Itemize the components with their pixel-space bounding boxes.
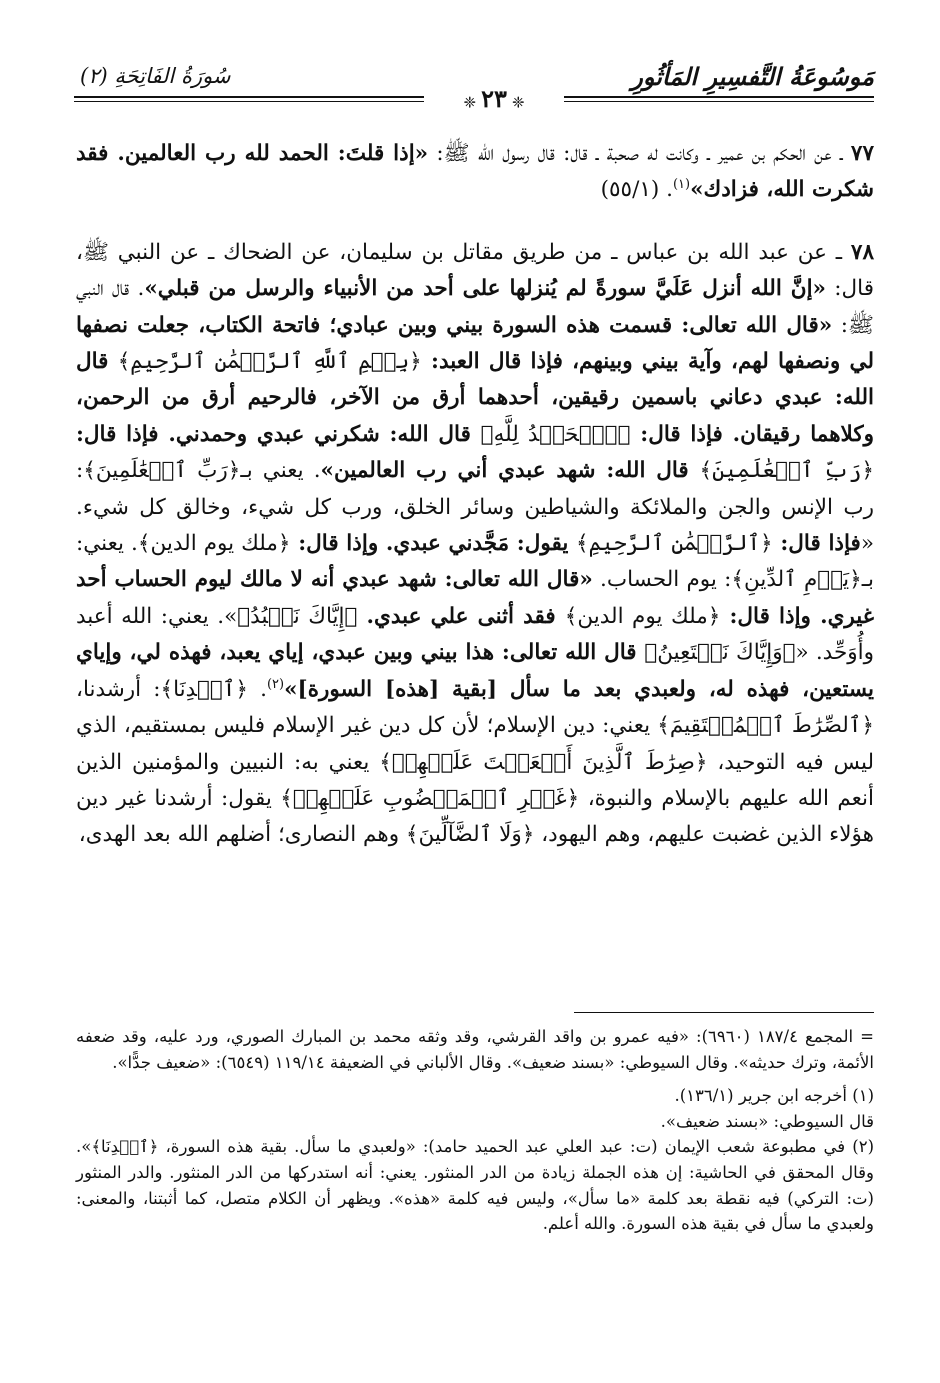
quran-quote: ﴿ٱلۡحَمۡدُ لِلَّهِ﴾ — [480, 421, 631, 447]
footnote-text: ». وقال المحقق في الحاشية: إن هذه الجملة زيادة من الدر المنثور. يعني: أنه استدركها من الدر المنثور. والدر المنثور (ت: التركي) فيه نقطة بعد كلمة «ما سأل»، وليس فيه كلمة «هذه». ويظهر أن الكلام متصل، كما أثبتنا، والمعنى: ولعبدي ما سأل في بقية هذه السورة. والله أعلم. — [76, 1137, 874, 1234]
footnote-continuation: = المجمع ١٨٧/٤ (٦٩٦٠): «فيه عمرو بن واقد القرشي، وقد وثقه محمد بن المبارك الصوري، ورد عليه، وقد ضعفه الأئمة، وترك حديثه». وقال السيوطي: «بسند ضعيف». وقال الألباني في الضعيفة ١١٩/١٤ (٦٥٤٩): «ضعيف جدًّا». — [76, 1027, 874, 1072]
footnotes — [76, 1024, 874, 1237]
text-span: . — [247, 676, 267, 702]
quran-quote: ﴿وَإِيَّاكَ نَسۡتَعِينُ﴾ — [644, 640, 796, 666]
quran-quote: ﴿رَبِّ ٱلۡعَٰلَمِينَ﴾ — [83, 458, 241, 484]
text-span: . يعني بـ — [240, 458, 321, 484]
quran-quote: ﴿بِسۡمِ ٱللَّهِ ٱلرَّحۡمَٰنِ ٱلرَّحِيمِ﴾ — [117, 349, 422, 375]
hadith-number: ٧٨ — [850, 239, 874, 265]
footnote-1: (١) أخرجه ابن جرير (١٣٦/١). — [674, 1086, 874, 1106]
text-span: يعني به: النبيين والمؤمنين الذين أنعم الله عليهم بالإسلام والنبوة، — [76, 749, 874, 811]
hadith-quote: قال الله: شكرني عبدي وحمدني. فإذا قال: — [76, 421, 481, 447]
quran-quote: ﴿إِيَّاكَ نَعۡبُدُ﴾ — [237, 603, 358, 629]
quran-quote: ﴿ٱلرَّحۡمَٰنِ ٱلرَّحِيمِ﴾ — [576, 531, 773, 557]
quran-quote: ﴿غَيۡرِ ٱلۡمَغۡضُوبِ عَلَيۡهِمۡ﴾ — [280, 785, 580, 811]
source-ref: . (٥٥/١) — [600, 177, 673, 203]
page-number: ٢٣ — [481, 84, 507, 113]
quran-quote: ﴿ٱهۡدِنَا﴾ — [91, 1137, 159, 1157]
text-span: ـ عن عبد الله بن عباس ـ من طريق مقاتل بن سليمان، عن الضحاك ـ عن النبي ﷺ، قال: — [76, 239, 874, 302]
hadith-78 — [76, 235, 874, 854]
text-span: . قال النبي ﷺ: — [76, 276, 874, 338]
text-span: وهم النصارى؛ أضلهم الله بعد الهدى، — [78, 822, 406, 848]
text-span: : رب الإنس والجن والملائكة والشياطين وسائر الخلق، ورب كل شيء، وخالق كل شيء. « — [76, 458, 874, 557]
quran-quote: ﴿ٱهۡدِنَا﴾ — [160, 676, 248, 702]
book-title: مَوسُوعَةُ التَّفسِيرِ المَأثُورِ — [631, 62, 874, 91]
quran-quote: ﴿ملك يوم الدين﴾ — [564, 603, 721, 629]
text-span: ـ عن الحكم بن عمير ـ وكانت له صحبة ـ قال: قال رسول الله ﷺ: — [428, 141, 851, 166]
hadith-quote: فإذا قال: — [772, 531, 861, 557]
footnote-1-note: قال السيوطي: «بسند ضعيف». — [660, 1111, 874, 1131]
hadith-quote: قال الله: شهد عبدي أني رب العالمين» — [320, 458, 700, 484]
text-span: : يوم الحساب. — [592, 567, 732, 593]
hadith-quote: «إنَّ الله أنزل عَلَيَّ سورةً لم يُنزلها على أحد من الأنبياء والرسل من قبلي» — [144, 276, 826, 302]
hadith-quote: «قال الله تعالى: شهد عبدي أنه لا مالك ليوم الحساب أحد غيري. وإذا قال: — [76, 567, 874, 629]
quran-quote: ﴿صِرَٰطَ ٱلَّذِينَ أَنۡعَمۡتَ عَلَيۡهِمۡ﴾ — [379, 749, 708, 775]
footnote-ref: (١) — [672, 177, 691, 193]
hadith-77 — [76, 136, 874, 209]
hadith-quote: يقول: مَجَّدني عبدي. وإذا قال: — [290, 531, 577, 557]
text-span: . يعني: بـ — [76, 531, 874, 593]
hadith-quote: فقد أثنى علي عبدي. — [357, 603, 565, 629]
quran-quote: ﴿رَبِّ ٱلۡعَٰلَمِينَ﴾ — [699, 458, 874, 484]
quran-quote: ﴿ٱلصِّرَٰطَ ٱلۡمُسۡتَقِيمَ﴾ — [657, 713, 874, 739]
text-span: ». يعني: الله أعبد وأُوَحِّد. « — [76, 603, 874, 666]
main-text — [76, 136, 874, 854]
hadith-quote: «إذا قلتَ: الحمد لله رب العالمين. فقد شكرت الله، فزادك» — [76, 141, 874, 203]
hadith-quote: قال الله: عبدي دعاني باسمين رقيقين، أحدهما أرق من الآخر، فالرحيم أرق من الرحمن، وكلاهما رقيقان. فإذا قال: — [76, 349, 874, 447]
ornament-left-icon: ❈ — [511, 93, 525, 112]
hadith-number: ٧٧ — [850, 141, 874, 166]
page-number-box — [424, 84, 564, 114]
text-span: يقول: أرشدنا غير دين هؤلاء الذين غضبت عليهم، وهم اليهود، — [76, 785, 874, 848]
quran-quote: ﴿يَوۡمِ ٱلدِّينِ﴾ — [731, 567, 862, 593]
footnote-2 — [76, 1134, 874, 1236]
footnote-separator — [574, 1012, 874, 1013]
footnote-text: (٢) في مطبوعة شعب الإيمان (ت: عبد العلي عبد الحميد حامد): «ولعبدي ما سأل. بقية هذه السورة، — [158, 1137, 874, 1157]
text-span: يعني: دين الإسلام؛ لأن كل دين غير الإسلام فليس بمستقيم، الذي ليس فيه التوحيد، — [76, 713, 875, 775]
ornament-right-icon: ❈ — [463, 93, 477, 112]
surah-label: سُورَةُ الفَاتِحَةِ (٢) — [80, 64, 231, 88]
footnote-ref: (٢) — [266, 676, 285, 692]
hadith-quote: قال الله تعالى: هذا بيني وبين عبدي، إياي يعبد، فهذه لي، وإياي يستعين، فهذه له، ولعبدي بعد ما سأل [بقية [هذه] السورة]» — [76, 640, 874, 702]
running-header — [74, 56, 874, 116]
quran-quote: ﴿وَلَا ٱلضَّآلِّينَ﴾ — [405, 822, 535, 848]
hadith-quote: «قال الله تعالى: قسمت هذه السورة بيني وبين عبادي؛ فاتحة الكتاب، جعلت نصفها لي ونصفها لهم، وآية بيني وبينهم، فإذا قال العبد: — [76, 312, 875, 375]
quran-quote: ﴿ملك يوم الدين﴾ — [137, 531, 291, 557]
text-span: : أرشدنا، — [76, 676, 161, 702]
